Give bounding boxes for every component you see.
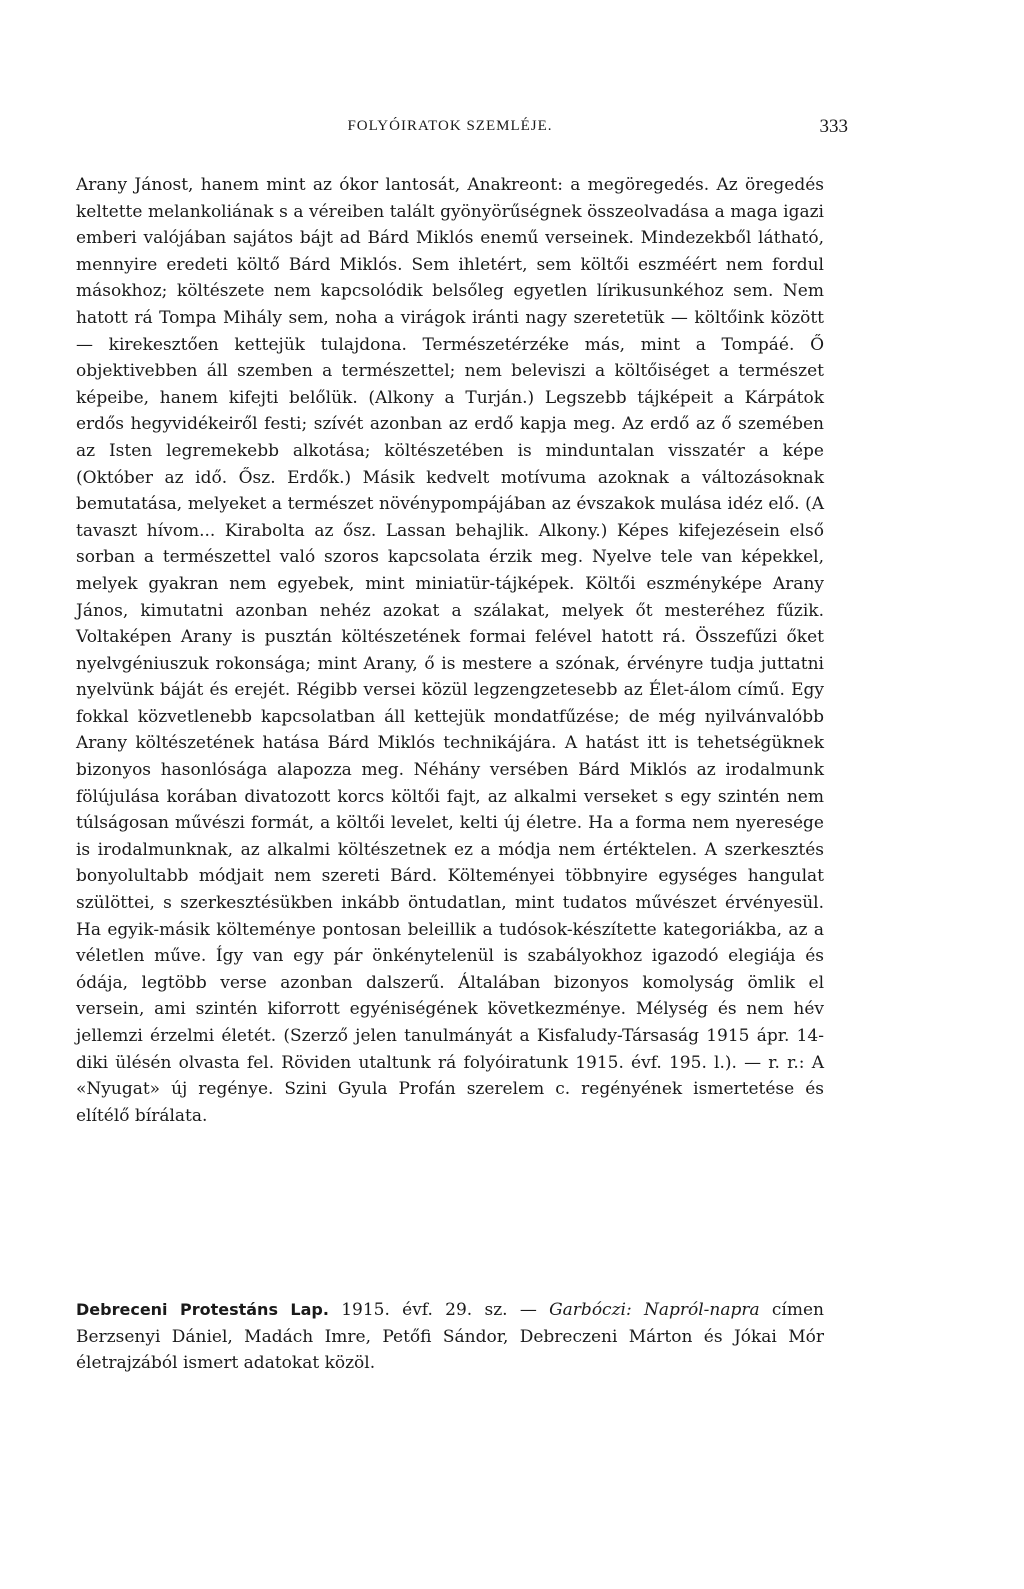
review-entry — [76, 1297, 824, 1377]
journal-citation: 1915. évf. 29. sz. — — [328, 1300, 550, 1320]
running-title: FOLYÓIRATOK SZEMLÉJE. — [347, 118, 553, 134]
article-title: Napról-napra — [631, 1300, 760, 1320]
page-number: 333 — [819, 116, 848, 137]
running-head — [76, 116, 848, 142]
entry-description: címen Berzsenyi Dániel, Madách Imre, Petőfi Sándor, Debreczeni Márton és Jókai Mór életrajzából ismert adatokat közöl. — [76, 1300, 824, 1374]
paragraph-text: Arany Jánost, hanem mint az ókor lantosát, Anakreont: a megöregedés. Az öregedés keltette melankoliának s a véreiben talált gyönyörűségnek összeolvadása a maga igazi emberi valójában sajátos bájt ad Bárd Miklós enemű verseinek. Mindezekből látható, mennyire eredeti költő Bárd Miklós. Sem ihletért, sem költői eszméért nem fordul másokhoz; költészete nem kapcsolódik belsőleg egyetlen lírikusunkéhoz sem. Nem hatott rá Tompa Mihály sem, noha a virágok iránti nagy szeretetük — költőink között — kirekesztően kettejük tulajdona. Természetérzéke más, mint a Tompáé. Ő objektivebben áll szemben a természettel; nem beleviszi a költőiséget a természet képeibe, hanem kifejti belőlük. (Alkony a Turján.) Legszebb tájképeit a Kárpátok erdős hegyvidékeiről festi; szívét azonban az erdő kapja meg. Az erdő az ő szemében az Isten legremekebb alkotása; költészetében is minduntalan visszatér a képe (Október az idő. Ősz. Erdők.) Másik kedvelt motívuma azoknak a változásoknak bemutatása, melyeket a természet növénypompájában az évszakok mulása idéz elő. (A tavaszt hívom... Kirabolta az ősz. Lassan behajlik. Alkony.) Képes kifejezésein első sorban a természettel való szoros kapcsolata érzik meg. Nyelve tele van képekkel, melyek gyakran nem egyebek, mint miniatür-tájképek. Költői eszményképe Arany János, kimutatni azonban nehéz azokat a szálakat, melyek őt mesteréhez fűzik. Voltaképen Arany is pusztán költészetének formai felével hatott rá. Összefűzi őket nyelvgéniuszuk rokonsága; mint Arany, ő is mestere a szónak, érvényre tudja juttatni nyelvünk báját és erejét. Régibb versei közül legzengzetesebb az Élet-álom című. Egy fokkal közvetlenebb kapcsolatban áll kettejük mondatfűzése; de még nyilvánvalóbb Arany költészetének hatása Bárd Miklós technikájára. A hatást itt is tehetségüknek bizonyos hasonlósága alapozza meg. Néhány versében Bárd Miklós az irodalmunk fölújulása korában divatozott korcs költői fajt, az alkalmi verseket s egy szintén nem túlságosan művészi formát, a költői levelet, kelti új életre. Ha a forma nem nyeresége is irodalmunknak, az alkalmi költészetnek ez a módja nem értéktelen. A szerkesztés bonyolultabb módjait nem szereti Bárd. Költeményei többnyire egységes hangulat szülöttei, s szerkesztésükben inkább öntudatlan, mint tudatos művészet érvényesül. Ha egyik-másik költeménye pontosan beleillik a tudósok-készítette kategoriákba, az a véletlen műve. Így van egy pár önkénytelenül is szabályokhoz igazodó elegiája és ódája, legtöbb verse azonban dalszerű. Általában bizonyos komolyság ömlik el versein, ami szintén kiforrott egyéniségének következménye. Mélység és nem hév jellemzi érzelmi életét. (Szerző jelen tanulmányát a Kisfaludy-Társaság 1915 ápr. 14-diki ülésén olvasta fel. Röviden utaltunk rá folyóiratunk 1915. évf. 195. l.). — r. r.: A «Nyugat» új regénye. Szini Gyula Profán szerelem c. regényének ismertetése és elítélő bírálata. — [76, 175, 824, 1126]
journal-source: Debreceni Protestáns Lap. — [76, 1300, 329, 1319]
body-paragraph — [76, 172, 824, 1129]
review-entry-text — [76, 1297, 824, 1377]
article-author: Garbóczi: — [549, 1300, 632, 1320]
